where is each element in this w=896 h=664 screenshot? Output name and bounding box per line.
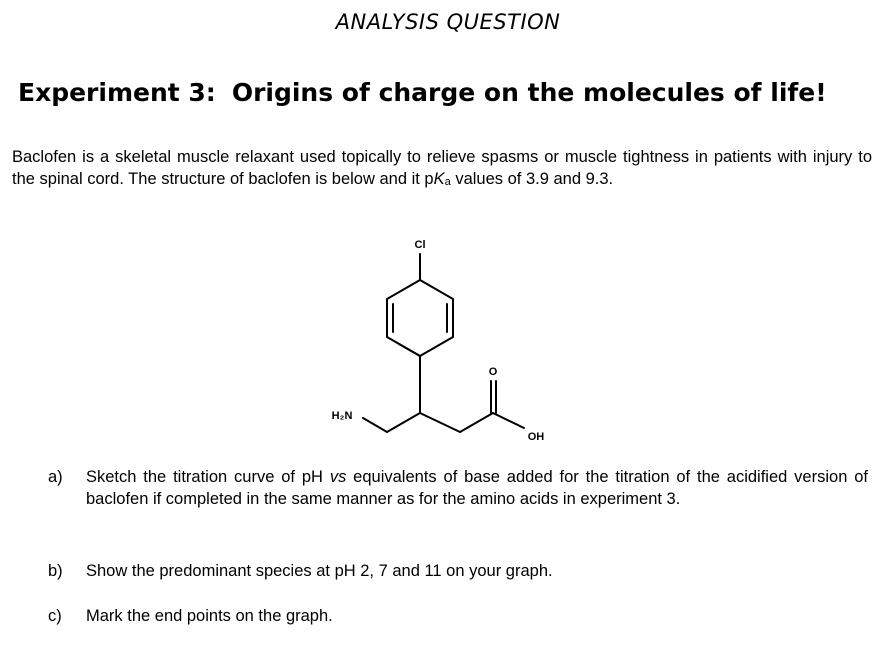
intro-text: Baclofen is a skeletal muscle relaxant used topically to relieve spasms or muscle tightness in patients with injury to the spinal cord. The structure of baclofen is below and it p: [12, 148, 872, 188]
bond-to-carbonyl: [460, 413, 493, 432]
intro-paragraph: [12, 146, 872, 193]
question-b: [48, 560, 868, 582]
question-a-text: [86, 466, 868, 510]
question-a-post: equivalents of base added for the titration of the acidified version of baclofen if completed in the same manner as for the amino acids in experiment 3.: [86, 468, 868, 508]
ring-double-bond-3: [399, 344, 420, 356]
question-c: [48, 605, 868, 627]
label-oh: OH: [527, 431, 545, 443]
label-cl: Cl: [414, 239, 426, 251]
question-b-text: Show the predominant species at pH 2, 7 and 11 on your graph.: [86, 562, 553, 580]
page-header: ANALYSIS QUESTION: [335, 10, 561, 34]
baclofen-structure: [300, 232, 580, 452]
question-a-label: a): [48, 468, 63, 486]
benzene-ring: [387, 280, 453, 356]
bond-ch2-right: [420, 413, 460, 432]
question-c-text: Mark the end points on the graph.: [86, 607, 333, 625]
experiment-label: Experiment 3:: [18, 78, 216, 107]
intro-text-end: values of 3.9 and 9.3.: [450, 170, 614, 188]
question-a-vs: vs: [329, 468, 347, 486]
question-b-label: b): [48, 562, 63, 580]
experiment-subtitle: Origins of charge on the molecules of life!: [231, 78, 827, 107]
bond-ch2-left: [387, 413, 420, 432]
question-a-pre: Sketch the titration curve of pH: [86, 468, 330, 486]
question-c-label: c): [48, 607, 62, 625]
label-h2n: H₂N: [331, 410, 353, 422]
bond-to-nh2: [363, 418, 387, 432]
question-a: [48, 466, 868, 510]
label-o: O: [488, 366, 498, 378]
pka-subscript: a: [444, 176, 451, 188]
bond-to-oh: [493, 413, 524, 428]
experiment-title: [18, 78, 827, 107]
pka-k: K: [433, 170, 445, 188]
